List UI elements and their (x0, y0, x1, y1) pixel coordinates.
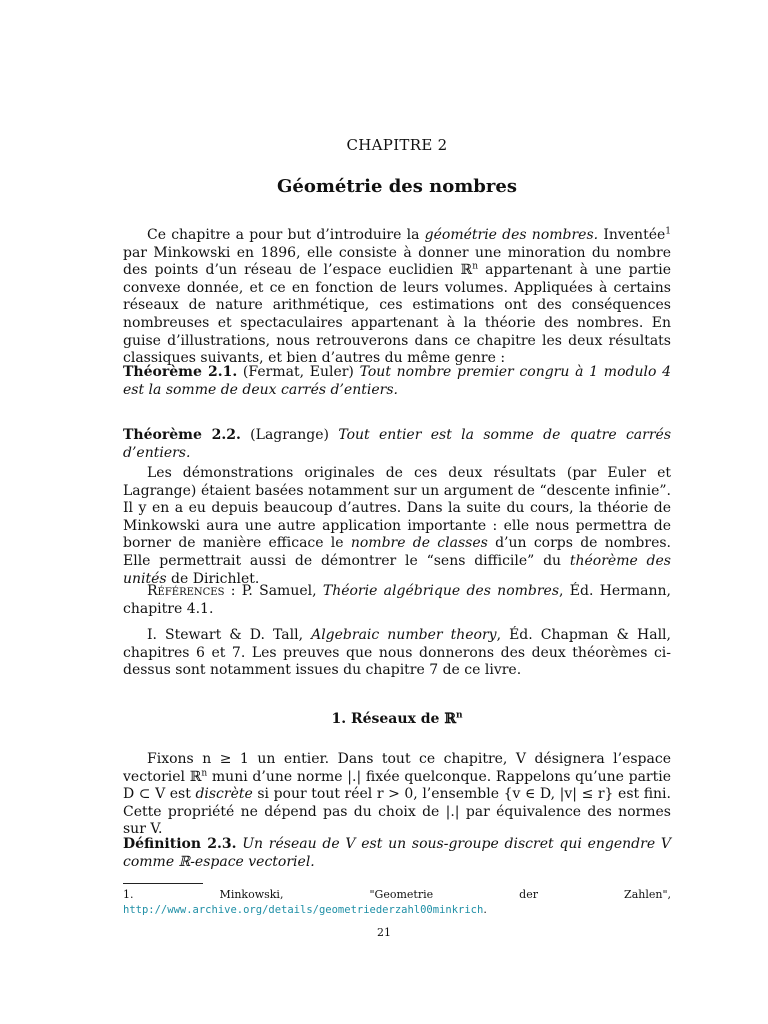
theorem-2-1-statement: Tout nombre premier congru à 1 modulo 4 est la somme de deux carrés d’entiers. (123, 364, 672, 398)
theorem-2-1-attribution: (Fermat, Euler) (237, 364, 360, 380)
page-number: 21 (377, 926, 391, 939)
intro-emphasis: géométrie des nombres. (424, 227, 599, 243)
demo-text-3: de Dirichlet. (166, 570, 260, 587)
references2-book-title: Algebraic number theory (311, 627, 497, 643)
demo-emphasis-2: théorème des unités (123, 552, 671, 587)
intro-text-3: par Minkowski en 1896, elle consiste à donner une minoration du nombre des points d’un réseau de l’espace euclidien ℝ (123, 244, 671, 279)
footnote-end: . (483, 903, 487, 916)
footnote-text: 1. Minkowski, "Geometrie der Zahlen", (123, 888, 671, 901)
fixons-text-2: muni d’une norme |.| fixée quelconque. Rappelons qu’une partie D ⊂ V est (123, 768, 672, 803)
theorem-2-2 (123, 427, 671, 462)
references2-text-1: I. Stewart & D. Tall, (147, 627, 312, 643)
demo-text-2: d’un corps de nombres. Elle permettrait aussi de démontrer le “sens difficile” du (123, 535, 672, 569)
theorem-2-1 (123, 364, 671, 399)
superscript-n: n (472, 261, 478, 272)
references-text-1: P. Samuel, (235, 583, 323, 599)
demonstrations-paragraph (123, 465, 671, 588)
footnote (123, 887, 671, 918)
references2-text-2: , Éd. Chapman & Hall, chapitres 6 et 7. Les preuves que nous donnerons des deux théorèmes ci-dessus sont notamment issues du chapitre 7 de ce livre. (123, 627, 671, 679)
theorem-2-1-label: Théorème 2.1. (123, 364, 238, 380)
section-heading-superscript: n (455, 710, 463, 721)
intro-paragraph (123, 227, 671, 368)
references-label: Références : (147, 583, 236, 599)
references-book-title: Théorie algébrique des nombres (322, 583, 560, 599)
definition-2-3-label: Définition 2.3. (123, 836, 237, 852)
fixons-text-3: si pour tout réel r > 0, l’ensemble {v ∈ D, |v| ≤ r} est fini. Cette propriété ne dépend pas du choix de |.| par équivalence des normes sur V. (123, 786, 671, 838)
chapter-heading: CHAPITRE 2 (346, 136, 448, 154)
theorem-2-2-label: Théorème 2.2. (123, 427, 241, 443)
fixons-superscript: n (201, 767, 208, 778)
fixons-text-1: Fixons n ≥ 1 un entier. Dans tout ce chapitre, V désignera l’espace vectoriel ℝ (123, 751, 671, 785)
footnote-marker[interactable]: 1 (665, 226, 672, 237)
section-heading (123, 711, 671, 727)
references-paragraph (123, 583, 671, 618)
intro-text-4: appartenant à une partie convexe donnée, et ce en fonction de leurs volumes. Appliquées à certains réseaux de nature arithmétique, ces estimations ont des conséquences nombreuses et spectaculaires appartenant à la théorie des nombres. En guise d’illustrations, nous retrouverons dans ce chapitre les deux résultats classiques suivants, et bien d’autres du même genre : (123, 262, 671, 367)
footnote-link[interactable]: http://www.archive.org/details/geometriederzahl00minkrich (123, 904, 484, 916)
intro-text-1: Ce chapitre a pour but d’introduire la (147, 227, 425, 243)
demo-text-1: Les démonstrations originales de ces deux résultats (par Euler et Lagrange) étaient basées notamment sur un argument de “descente infinie”. Il y en a eu depuis beaucoup d’autres. Dans la suite du cours, la théorie de Minkowski aura une autre application importante : elle nous permettra de borner de manière efficace le (123, 465, 671, 552)
references-paragraph-2 (123, 627, 671, 680)
theorem-2-2-statement: Tout entier est la somme de quatre carrés d’entiers. (123, 427, 672, 461)
demo-emphasis-1: nombre de classes (350, 535, 488, 552)
definition-2-3-statement: Un réseau de V est un sous-groupe discret qui engendre V comme ℝ-espace vectoriel. (123, 836, 671, 870)
footnote-rule (123, 883, 203, 884)
intro-text-2: Inventée (598, 227, 666, 243)
references-text-2: , Éd. Hermann, chapitre 4.1. (123, 583, 672, 617)
section-heading-label: 1. Réseaux de ℝ (331, 711, 456, 727)
fixons-paragraph (123, 751, 671, 839)
theorem-2-2-attribution: (Lagrange) (240, 427, 339, 443)
definition-2-3 (123, 836, 671, 871)
fixons-emphasis: discrète (195, 786, 253, 803)
chapter-title: Géométrie des nombres (277, 176, 517, 197)
